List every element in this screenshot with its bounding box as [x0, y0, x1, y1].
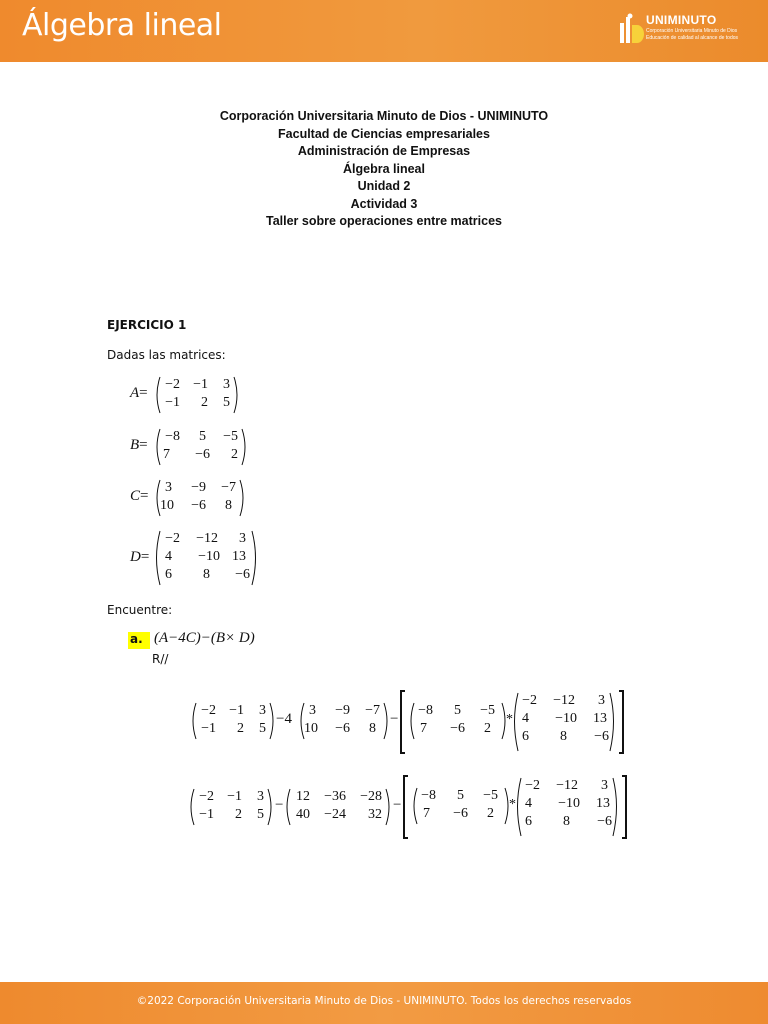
matrix-cell: 5: [199, 429, 206, 444]
answer-label: R//: [152, 652, 169, 666]
matrix-cell: 2: [487, 806, 494, 821]
title-block: [0, 108, 768, 231]
multiply-sign: *: [509, 797, 516, 812]
matrix-cell: 6: [522, 729, 529, 744]
matrix-cell: −5: [223, 429, 238, 444]
matrix-b: [154, 428, 248, 466]
matrix-cell: −1: [199, 807, 214, 822]
page-footer: [0, 982, 768, 1024]
matrix-cell: 2: [235, 807, 242, 822]
footer-copyright: ©2022 Corporación Universitaria Minuto de Dios - UNIMINUTO. Todos los derechos reservados: [136, 995, 632, 1007]
matrix-cell: 8: [225, 498, 232, 513]
exercise-heading: EJERCICIO 1: [107, 318, 187, 332]
matrix-cell: −1: [201, 721, 216, 736]
title-line: Taller sobre operaciones entre matrices: [266, 214, 502, 228]
matrix-cell: 6: [165, 567, 172, 582]
matrix-cell: 8: [560, 729, 567, 744]
operator: [276, 711, 292, 728]
logo-mark-icon: [618, 13, 644, 45]
matrix-cell: −12: [556, 778, 578, 793]
matrix-a: [154, 376, 240, 414]
matrix-cell: −8: [421, 788, 436, 803]
matrix-cell: −10: [198, 549, 220, 564]
matrix-cell: −2: [525, 778, 540, 793]
matrix-cell: −1: [229, 703, 244, 718]
matrix-cell: 8: [563, 814, 570, 829]
matrix-cell: 8: [369, 721, 376, 736]
matrix-cell: 3: [239, 531, 246, 546]
matrix-c: [154, 479, 246, 517]
matrix-cell: −28: [360, 789, 382, 804]
title-line: Unidad 2: [357, 179, 411, 193]
minus-sign: −: [275, 797, 284, 813]
matrix-cell: 7: [420, 721, 427, 736]
matrix-cell: −2: [201, 703, 216, 718]
matrix-cell: −12: [553, 693, 575, 708]
matrix-cell: −7: [365, 703, 380, 718]
matrix-cell: 3: [257, 789, 264, 804]
matrix-cell: −10: [555, 711, 577, 726]
matrix-cell: −36: [324, 789, 346, 804]
matrix-cell: 10: [304, 721, 318, 736]
matrix-cell: −9: [335, 703, 350, 718]
title-line: Álgebra lineal: [343, 161, 425, 176]
uniminuto-logo: [618, 11, 748, 51]
matrix-cell: 8: [203, 567, 210, 582]
matrix-cell: 3: [165, 480, 172, 495]
matrix-cell: −24: [324, 807, 346, 822]
matrix-cell: 2: [484, 721, 491, 736]
matrix-b-label: B=: [130, 437, 148, 453]
minus-sign: −: [276, 711, 285, 727]
matrix-cell: −5: [480, 703, 495, 718]
exercise-intro: Dadas las matrices:: [107, 348, 226, 362]
matrix-c-label: C=: [130, 488, 149, 504]
expansion-1-matrix-a: [190, 702, 276, 740]
title-line: Administración de Empresas: [297, 144, 471, 158]
matrix-cell: −10: [558, 796, 580, 811]
expansion-1-matrix-c: [298, 702, 390, 740]
multiply-sign: *: [506, 712, 513, 727]
matrix-cell: 13: [593, 711, 607, 726]
matrix-cell: 2: [231, 447, 238, 462]
matrix-cell: 3: [259, 703, 266, 718]
matrix-cell: 5: [257, 807, 264, 822]
expansion-2-matrix-4c: [284, 788, 392, 826]
logo-subtitle-2: Educación de calidad al alcance de todos: [646, 35, 739, 41]
matrix-cell: −8: [165, 429, 180, 444]
scalar: 4: [284, 711, 292, 727]
logo-name: UNIMINUTO: [646, 13, 717, 27]
matrix-cell: −7: [221, 480, 236, 495]
matrix-cell: −8: [418, 703, 433, 718]
matrix-cell: 5: [223, 395, 230, 410]
matrix-cell: −1: [227, 789, 242, 804]
matrix-cell: 3: [598, 693, 605, 708]
matrix-cell: 7: [163, 447, 170, 462]
title-line: Corporación Universitaria Minuto de Dios - UNIMINUTO: [219, 109, 549, 123]
matrix-cell: −6: [594, 729, 609, 744]
minus-sign: −: [390, 711, 399, 727]
logo-subtitle-1: Corporación Universitaria Minuto de Dios: [646, 28, 738, 34]
matrix-cell: 3: [309, 703, 316, 718]
title-line: Actividad 3: [350, 196, 418, 211]
matrix-cell: −6: [191, 498, 206, 513]
matrix-cell: 3: [601, 778, 608, 793]
expansion-2-product: [402, 775, 628, 839]
matrix-cell: −6: [195, 447, 210, 462]
matrix-cell: 6: [525, 814, 532, 829]
matrix-cell: 12: [296, 789, 310, 804]
title-line: Facultad de Ciencias empresariales: [278, 126, 490, 141]
matrix-cell: 5: [454, 703, 461, 718]
matrix-d-label: D=: [130, 549, 150, 565]
page-header: [0, 0, 768, 62]
matrix-cell: −5: [483, 788, 498, 803]
matrix-cell: 3: [223, 377, 230, 392]
matrix-cell: 13: [232, 549, 246, 564]
matrix-cell: −12: [196, 531, 218, 546]
matrix-cell: −6: [597, 814, 612, 829]
matrix-a-label: A=: [130, 385, 148, 401]
matrix-cell: −1: [165, 395, 180, 410]
part-a-label: a.: [130, 632, 143, 646]
matrix-cell: 5: [457, 788, 464, 803]
matrix-cell: −2: [165, 531, 180, 546]
matrix-cell: 2: [237, 721, 244, 736]
expansion-1-product: [399, 690, 625, 754]
matrix-cell: −6: [453, 806, 468, 821]
matrix-cell: −2: [165, 377, 180, 392]
find-label: Encuentre:: [107, 603, 173, 617]
matrix-cell: −2: [199, 789, 214, 804]
matrix-cell: −1: [193, 377, 208, 392]
matrix-cell: −6: [450, 721, 465, 736]
minus-sign: −: [393, 797, 402, 813]
matrix-cell: 4: [522, 711, 529, 726]
matrix-cell: 4: [165, 549, 172, 564]
matrix-cell: −6: [335, 721, 350, 736]
matrix-cell: 32: [368, 807, 382, 822]
expansion-2-matrix-a: [188, 788, 274, 826]
matrix-cell: 4: [525, 796, 532, 811]
part-a-expression: (A−4C)−(B× D): [154, 630, 255, 646]
matrix-cell: 2: [201, 395, 208, 410]
header-title: Álgebra lineal: [22, 8, 222, 43]
matrix-cell: −2: [522, 693, 537, 708]
matrix-cell: 10: [160, 498, 174, 513]
matrix-cell: −9: [191, 480, 206, 495]
matrix-cell: −6: [235, 567, 250, 582]
matrix-d: [154, 530, 258, 586]
matrix-cell: 40: [296, 807, 310, 822]
matrix-cell: 13: [596, 796, 610, 811]
matrix-cell: 5: [259, 721, 266, 736]
matrix-cell: 7: [423, 806, 430, 821]
